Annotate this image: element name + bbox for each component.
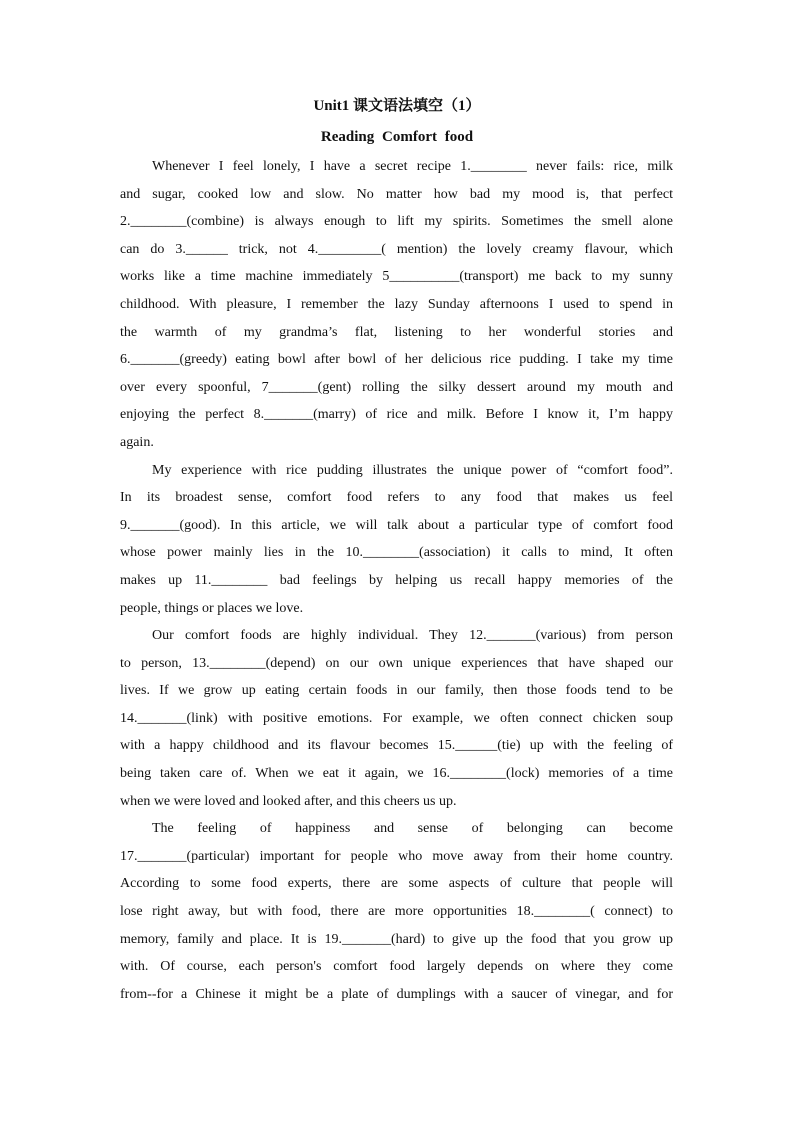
text-line: In its broadest sense, comfort food refers to any food that makes us feel: [120, 490, 673, 506]
text-line: 2.________(combine) is always enough to lift my spirits. Sometimes the smell alone: [120, 214, 673, 230]
text-line: 9._______(good). In this article, we will talk about a particular type of comfort food: [120, 517, 673, 533]
text-line: being taken care of. When we eat it again, we 16.________(lock) memories of a time: [120, 766, 673, 782]
text-line: works like a time machine immediately 5__________(transport) me back to my sunny: [120, 269, 673, 285]
text-line: memory, family and place. It is 19._______(hard) to give up the food that you grow up: [120, 931, 673, 947]
text-line: with a happy childhood and its flavour becomes 15.______(tie) up with the feeling of: [120, 738, 673, 754]
text-line: lives. If we grow up eating certain foods in our family, then those foods tend to be: [120, 683, 673, 699]
text-line: According to some food experts, there are some aspects of culture that people will: [120, 876, 673, 892]
text-line: can do 3.______ trick, not 4._________( mention) the lovely creamy flavour, which: [120, 241, 673, 257]
text-line: 17._______(particular) important for people who move away from their home country.: [120, 848, 673, 864]
paragraph-2: [120, 457, 673, 623]
text-line: from--for a Chinese it might be a plate of dumplings with a saucer of vinegar, and for: [120, 986, 673, 1002]
text-line: when we were loved and looked after, and this cheers us up.: [120, 793, 457, 809]
text-line: 14._______(link) with positive emotions. For example, we often connect chicken soup: [120, 710, 673, 726]
paragraph-3: [120, 622, 673, 815]
text-line: enjoying the perfect 8._______(marry) of rice and milk. Before I know it, I’m happy: [120, 407, 673, 423]
text-line: people, things or places we love.: [120, 600, 304, 616]
text-line: over every spoonful, 7_______(gent) rolling the silky dessert around my mouth and: [120, 379, 673, 395]
text-line: makes up 11.________ bad feelings by helping us recall happy memories of the: [120, 572, 673, 588]
page-subtitle: Reading Comfort food: [320, 129, 474, 145]
text-line: to person, 13.________(depend) on our own unique experiences that have shaped our: [120, 655, 673, 671]
text-line: Whenever I feel lonely, I have a secret recipe 1.________ never fails: rice, milk: [152, 159, 673, 174]
text-line: whose power mainly lies in the 10.________(association) it calls to mind, It often: [120, 545, 673, 561]
text-line: and sugar, cooked low and slow. No matter how bad my mood is, that perfect: [120, 186, 673, 202]
paragraph-4: [120, 815, 673, 1008]
text-line: again.: [120, 434, 154, 450]
text-line: 6._______(greedy) eating bowl after bowl of her delicious rice pudding. I take my time: [120, 352, 673, 368]
passage-body: [120, 153, 673, 1008]
paragraph-1: [120, 153, 673, 457]
text-line: with. Of course, each person's comfort food largely depends on where they come: [120, 959, 673, 975]
text-line: childhood. With pleasure, I remember the lazy Sunday afternoons I used to spend in: [120, 296, 673, 312]
text-line: lose right away, but with food, there are more opportunities 18.________( connect) to: [120, 904, 673, 920]
text-line: My experience with rice pudding illustrates the unique power of “comfort food”.: [152, 462, 673, 478]
text-line: The feeling of happiness and sense of belonging can become: [152, 821, 673, 837]
text-line: Our comfort foods are highly individual. They 12._______(various) from person: [152, 628, 673, 644]
page-title: Unit1 课文语法填空（1）: [313, 98, 481, 114]
text-line: the warmth of my grandma’s flat, listening to her wonderful stories and: [120, 324, 673, 340]
